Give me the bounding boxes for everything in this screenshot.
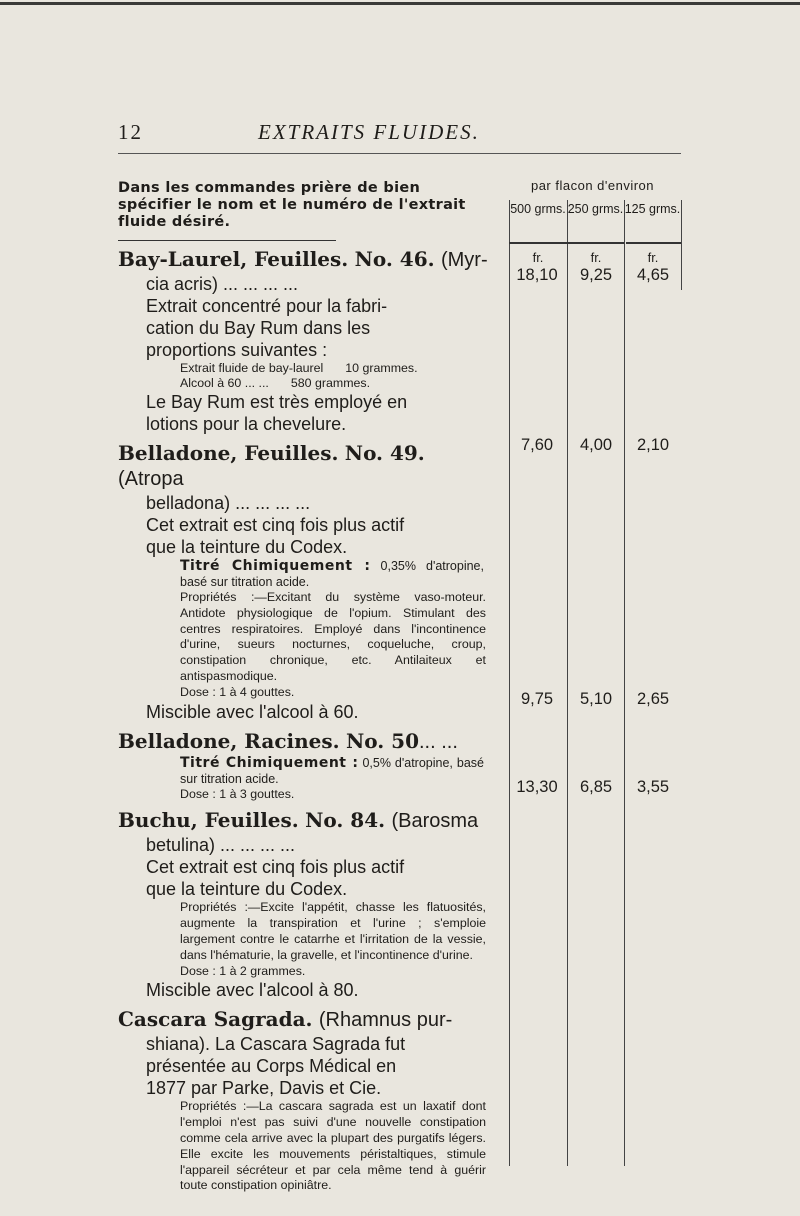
entry-name: Cascara Sagrada. — [118, 1007, 313, 1032]
latin-name: (Myr- — [440, 249, 488, 271]
header-underline — [567, 242, 624, 244]
price-cell: 18,10 — [516, 266, 558, 284]
dose-text: Dose : 1 à 3 gouttes. — [180, 786, 295, 801]
dose-text: Dose : 1 à 4 gouttes. — [180, 684, 295, 699]
price-cell: 9,25 — [579, 266, 613, 284]
recipe-line — [118, 376, 490, 391]
price-cell: 6,85 — [579, 778, 613, 796]
unit-label: fr. — [590, 250, 602, 265]
order-notice: Dans les commandes prière de bien spécifier le nom et le numéro de l'extrait fluide désiré. — [118, 180, 466, 230]
entry-name: Buchu, Feuilles. — [118, 808, 299, 833]
entry-belladone-feuilles — [118, 441, 490, 723]
miscibility-text: Miscible avec l'alcool à 60. — [146, 701, 359, 722]
price-cell: 5,10 — [579, 690, 613, 708]
recipe-ingredient: Alcool à 60 ... ... — [180, 376, 269, 390]
price-cell: 9,75 — [520, 690, 554, 708]
latin-name: (Atropa — [118, 468, 184, 490]
header-underline — [509, 242, 567, 244]
titration-text: 0,5% d'atropine, basé sur titration acide. — [180, 755, 484, 786]
entry-buchu — [118, 808, 490, 1001]
latin-name: (Barosma — [391, 810, 479, 833]
price-cell: 3,55 — [636, 778, 670, 796]
miscibility-text: Miscible avec l'alcool à 80. — [146, 980, 359, 1001]
table-border-left — [509, 200, 510, 1166]
table-caption: par flacon d'environ — [530, 178, 655, 193]
column-header-500: 500 grms. — [510, 202, 566, 216]
dose-text: Dose : 1 à 2 grammes. — [180, 963, 306, 978]
text-line: 1877 par Parke, Davis et Cie. — [146, 1078, 382, 1099]
properties-text: Propriétés :—Excitant du système vaso-moteur. Antidote physiologique de l'opium. Stimulant des centres respiratoires. Employé dans l'incontinence d'urine, sueurs nocturnes, coqueluche, croup, constipation chronique, etc. Antilaiteux et antispasmodique. — [180, 590, 486, 683]
text-line: Le Bay Rum est très employé en — [146, 392, 408, 412]
recipe-quantity: 580 grammes. — [290, 376, 371, 390]
top-border-rule — [0, 2, 800, 5]
unit-label: fr. — [647, 250, 659, 265]
entry-number: No. 84. — [305, 808, 386, 833]
recipe-quantity: 10 grammes. — [345, 361, 418, 375]
column-header-250: 250 grms. — [567, 202, 624, 216]
latin-name: (Rhamnus pur- — [318, 1009, 453, 1032]
latin-name-cont: belladona) ... ... ... ... — [146, 493, 311, 513]
entry-name: Bay-Laurel, Feuilles. — [118, 247, 349, 271]
titration-label: Titré Chimiquement : — [180, 754, 359, 771]
price-cell: 2,65 — [636, 690, 670, 708]
price-cell: 4,00 — [579, 436, 613, 454]
entries-column — [118, 180, 490, 1194]
titration-line — [118, 558, 490, 590]
page-number: 12 — [118, 120, 143, 144]
text-line: Extrait concentré pour la fabri- — [146, 296, 388, 316]
recipe-line — [118, 361, 490, 376]
table-divider — [624, 200, 625, 1166]
price-table — [500, 178, 685, 193]
header-underline — [626, 242, 681, 244]
latin-name-cont: cia acris) ... ... ... ... — [146, 274, 299, 294]
text-line: que la teinture du Codex. — [146, 537, 348, 557]
unit-label: fr. — [532, 250, 544, 265]
text-line: présentée au Corps Médical en — [146, 1056, 397, 1077]
entry-number: No. 50 — [345, 728, 419, 753]
latin-name-cont: betulina) ... ... ... ... — [146, 835, 296, 856]
recipe-ingredient: Extrait fluide de bay-laurel — [180, 361, 324, 375]
properties-text: Propriétés :—Excite l'appétit, chasse les flatuosités, augmente la transpiration et l'urine ; s'emploie largement contre le catarrhe et l'irritation de la vessie, dans l'hématurie, la gravelle, et l'incontinence d'urine. — [180, 900, 486, 962]
entry-belladone-racines — [118, 729, 490, 803]
text-line: que la teinture du Codex. — [146, 879, 348, 900]
text-line: Cet extrait est cinq fois plus actif — [146, 515, 405, 535]
text-line: Cet extrait est cinq fois plus actif — [146, 857, 405, 878]
entry-cascara-sagrada — [118, 1007, 490, 1194]
price-cell: 4,65 — [636, 266, 670, 284]
entry-name: Belladone, Racines. — [118, 728, 340, 753]
column-header-125: 125 grms. — [624, 202, 681, 216]
text-line: shiana). La Cascara Sagrada fut — [146, 1034, 406, 1055]
table-divider — [567, 200, 568, 1166]
entry-name: Belladone, Feuilles. — [118, 441, 339, 465]
notice-rule — [118, 240, 336, 241]
entry-number: No. 46. — [354, 247, 435, 271]
price-cell: 7,60 — [520, 436, 554, 454]
titration-text: 0,35% d'atropine, basé sur titration acide. — [180, 559, 484, 589]
text-line: cation du Bay Rum dans les — [146, 318, 371, 338]
titration-label: Titré Chimiquement : — [180, 558, 371, 574]
titration-line — [118, 755, 490, 787]
price-cell: 13,30 — [516, 778, 558, 796]
header-rule — [118, 153, 681, 154]
leader-dots: ... ... — [419, 730, 458, 753]
text-line: proportions suivantes : — [146, 340, 328, 360]
entry-bay-laurel — [118, 247, 490, 435]
price-cell: 2,10 — [636, 436, 670, 454]
page-title: EXTRAITS FLUIDES. — [258, 120, 480, 144]
text-line: lotions pour la chevelure. — [146, 414, 347, 434]
properties-text: Propriétés :—La cascara sagrada est un laxatif dont l'emploi n'est pas suivi d'une nouvelle constipation comme cela arrive avec la plupart des purgatifs légers. Elle excite les mouvements péristaltiques, stimule l'appareil sécréteur et par cela même tend à guérir toute constipation opiniâtre. — [180, 1099, 486, 1193]
entry-number: No. 49. — [344, 441, 425, 465]
running-head — [118, 120, 678, 146]
